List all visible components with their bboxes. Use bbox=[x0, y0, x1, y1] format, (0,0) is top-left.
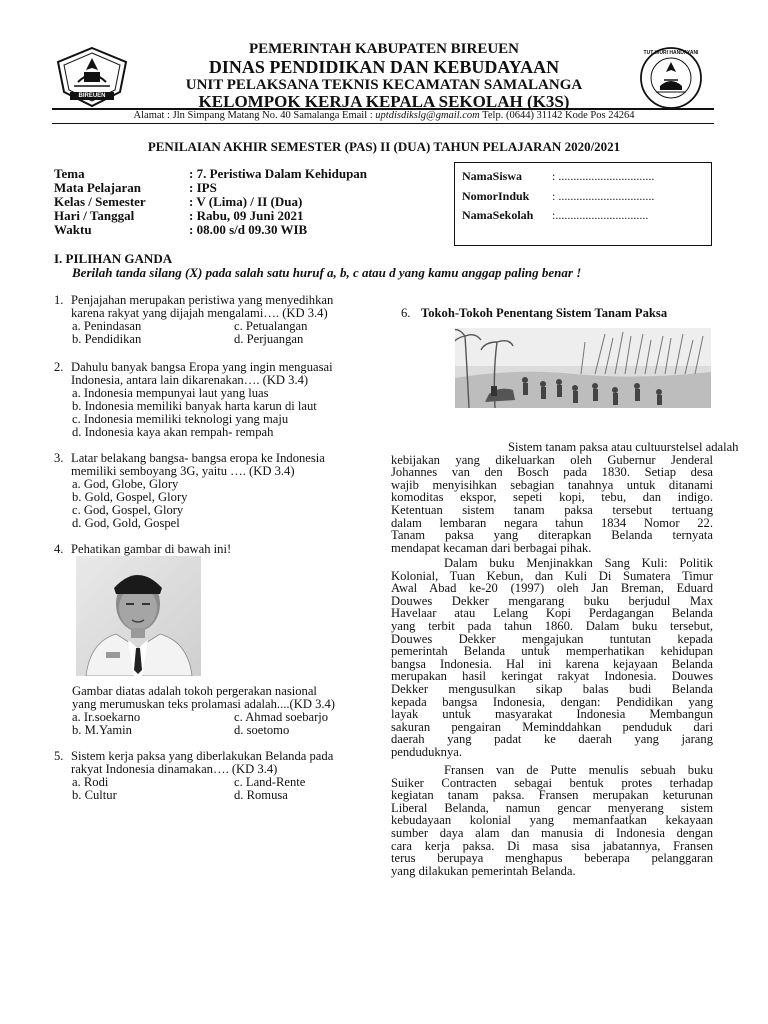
q4-text-line-2: yang merumuskan teks prolamasi adalah....(KD 3.4) bbox=[72, 697, 335, 711]
q6-p2-line: Kolonial, Tuan Kebun, dan Kuli Di Sumatera Timur bbox=[391, 568, 713, 583]
q6-number: 6. bbox=[401, 306, 411, 320]
q4-number: 4. bbox=[54, 542, 64, 556]
info-value-hari: : Rabu, 09 Juni 2021 bbox=[189, 208, 304, 223]
q2-text-line-1: Dahulu banyak bangsa Eropa yang ingin menguasai bbox=[71, 360, 333, 374]
address-email[interactable]: uptdisdikslg@gmail.com bbox=[375, 110, 480, 121]
q3-option-b[interactable]: b. Gold, Gospel, Glory bbox=[72, 490, 188, 504]
q6-p2-line: kepada bangsa Indonesia, dengan: Pendidikan yang bbox=[391, 694, 713, 709]
q6-p3-line: kegiatan tanam paksa. Fransen merupakan keturunan bbox=[391, 788, 713, 803]
q6-p2-line: Douwes Dekker mengajukan tuntutan kepada bbox=[391, 631, 713, 646]
q6-p3-line: Liberal Belanda, namun gencar menyerang sistem bbox=[391, 800, 713, 815]
logo-right-label: TUT WURI HANDAYANI bbox=[643, 50, 699, 56]
q6-p2-line: yang terbit pada tahun 1860. Dalam buku tersebut, bbox=[391, 618, 713, 633]
q6-p3-line: terus berupaya menghapus beberapa pelanggaran bbox=[391, 851, 713, 866]
q5-option-a[interactable]: a. Rodi bbox=[72, 775, 109, 789]
letterhead-rule-bottom bbox=[52, 123, 714, 124]
q1-option-b[interactable]: b. Pendidikan bbox=[72, 332, 142, 346]
q2-option-c[interactable]: c. Indonesia memiliki teknologi yang maju bbox=[72, 412, 289, 426]
letterhead-line-3: UNIT PELAKSANA TEKNIS KECAMATAN SAMALANGA bbox=[185, 77, 583, 93]
q6-p1-line: wajib menyisihkan sebagian tanahnya untuk ditanami bbox=[391, 477, 713, 492]
q4-option-a[interactable]: a. Ir.soekarno bbox=[72, 710, 141, 724]
q6-p1-line: Tanam paksa yang diterapkan Belanda ternyata bbox=[391, 528, 713, 543]
info-value-kelas: : V (Lima) / II (Dua) bbox=[189, 194, 303, 209]
q6-p2-line: Awal Abad ke-20 (1997) oleh Jan Breman, Eduard bbox=[391, 581, 713, 596]
q6-p1-line: kebijakan yang dikeluarkan oleh Gubernur Jenderal bbox=[391, 452, 713, 467]
q5-text-line-1: Sistem kerja paksa yang diberlakukan Belanda pada bbox=[71, 749, 334, 763]
school-name-field[interactable]: :............................... bbox=[552, 208, 649, 222]
q4-prompt: Pehatikan gambar di bawah ini! bbox=[71, 542, 232, 556]
q6-p1-line: Johannes van den Bosch pada 1830. Setiap desa bbox=[391, 465, 713, 480]
q6-p3-line: Suiker Contracten sebagai bentuk protes terhadap bbox=[391, 775, 713, 790]
q6-p3-line: kebudayaan kolonial yang memanfaatkan kekayaan bbox=[391, 813, 713, 828]
q3-text-line-2: memiliki semboyang 3G, yaitu …. (KD 3.4) bbox=[71, 464, 295, 478]
q6-p3-line: yang dilakukan pemerintah Belanda. bbox=[391, 863, 576, 878]
q2-option-b[interactable]: b. Indonesia memiliki banyak harta karun di laut bbox=[72, 399, 317, 413]
q6-paragraph-2 bbox=[391, 557, 713, 759]
student-number-field[interactable]: : ................................ bbox=[552, 189, 655, 203]
info-label-mapel: Mata Pelajaran bbox=[54, 180, 142, 195]
q2-option-d[interactable]: d. Indonesia kaya akan rempah- rempah bbox=[72, 425, 274, 439]
school-name-label: NamaSekolah bbox=[462, 208, 534, 222]
q6-p2-line: sakuran pengairan Meminddahkan penduduk dari bbox=[391, 719, 713, 734]
q5-option-d[interactable]: d. Romusa bbox=[234, 788, 288, 802]
soekarno-portrait-photo bbox=[76, 556, 201, 676]
letterhead-line-4: KELOMPOK KERJA KEPALA SEKOLAH (K3S) bbox=[198, 92, 570, 111]
section-instruction: Berilah tanda silang (X) pada salah satu huruf a, b, c atau d yang kamu anggap paling benar ! bbox=[72, 265, 582, 280]
q5-option-b[interactable]: b. Cultur bbox=[72, 788, 117, 802]
q6-p2-line: Havelaar atau Lelang Kopi Perdagangan Belanda bbox=[391, 606, 713, 621]
q6-paragraph-3 bbox=[391, 764, 713, 877]
q6-p2-line: layak untuk masyarakat Indonesia Membangun bbox=[391, 707, 713, 722]
logo-left-label: BIREUEN bbox=[78, 93, 106, 99]
q6-p2-line: merupakan hasil keringat rakyat Indonesia. Douwes bbox=[391, 669, 713, 684]
q6-p2-line: daerah yang padat ke daerah yang jarang bbox=[391, 732, 713, 747]
student-name-field[interactable]: : ................................ bbox=[552, 169, 655, 183]
q6-p3-line: Fransen van de Putte menulis sebuah buku bbox=[444, 763, 713, 777]
q6-p2-line: Douwes Dekker mengarang buku berjudul Max bbox=[391, 593, 713, 608]
info-value-tema: : 7. Peristiwa Dalam Kehidupan bbox=[189, 166, 368, 181]
q6-p1-line: dalam lembaran negara tahun 1834 Nomor 22. bbox=[391, 515, 713, 530]
letterhead-line-1: PEMERINTAH KABUPATEN BIREUEN bbox=[248, 41, 520, 57]
student-name-label: NamaSiswa bbox=[462, 169, 523, 183]
q4-option-c[interactable]: c. Ahmad soebarjo bbox=[234, 710, 329, 724]
q6-p1-line: Sistem tanam paksa atau cultuurstelsel adalah bbox=[508, 440, 739, 454]
info-value-mapel: : IPS bbox=[189, 180, 217, 195]
letterhead-address bbox=[0, 110, 768, 121]
q6-p1-line: mendapat kecaman dari berbagai pihak. bbox=[391, 540, 592, 555]
info-label-hari: Hari / Tanggal bbox=[54, 208, 135, 223]
q6-p3-line: cara kerja paksa. Di masa sisa jabatannya, Fransen bbox=[391, 838, 713, 853]
q5-number: 5. bbox=[54, 749, 64, 763]
q1-number: 1. bbox=[54, 293, 64, 307]
q3-option-a[interactable]: a. God, Globe, Glory bbox=[72, 477, 179, 491]
q6-paragraph-1 bbox=[391, 440, 739, 555]
q3-option-c[interactable]: c. God, Gospel, Glory bbox=[72, 503, 184, 517]
letterhead-line-2: DINAS PENDIDIKAN DAN KEBUDAYAAN bbox=[208, 57, 560, 77]
info-value-waktu: : 08.00 s/d 09.30 WIB bbox=[189, 222, 308, 237]
q2-text-line-2: Indonesia, antara lain dikarenakan…. (KD 3.4) bbox=[71, 373, 309, 387]
q6-p2-line: Dekker mengusulkan sikap balas budi Belanda bbox=[391, 681, 713, 696]
info-label-tema: Tema bbox=[54, 166, 85, 181]
q3-option-d[interactable]: d. God, Gold, Gospel bbox=[72, 516, 180, 530]
q6-p2-line: penduduknya. bbox=[391, 744, 462, 759]
q6-p2-line: Dalam buku Menjinakkan Sang Kuli: Politik bbox=[444, 556, 713, 570]
q2-number: 2. bbox=[54, 360, 64, 374]
q6-p3-line: sumber daya alam dan manusia di Indonesia dengan bbox=[391, 825, 713, 840]
q6-p1-line: Ketentuan sistem tanam paksa tersebut tertuang bbox=[391, 502, 713, 517]
q1-option-c[interactable]: c. Petualangan bbox=[234, 319, 308, 333]
q6-p1-line: komoditas ekspor, sepeti kopi, tebu, dan indigo. bbox=[391, 490, 713, 505]
q4-option-b[interactable]: b. M.Yamin bbox=[72, 723, 132, 737]
q6-p2-line: bangsa Indonesia. Hal ini karena kejayaan Belanda bbox=[391, 656, 713, 671]
section-title: I. PILIHAN GANDA bbox=[54, 251, 173, 266]
q1-text-line-1: Penjajahan merupakan peristiwa yang menyedihkan bbox=[71, 293, 334, 307]
address-text: Alamat : Jln Simpang Matang No. 40 Samalanga Email : bbox=[133, 110, 376, 121]
info-label-kelas: Kelas / Semester bbox=[54, 194, 146, 209]
address-contact: Telp. (0644) 31142 Kode Pos 24264 bbox=[479, 110, 635, 121]
q6-title: Tokoh-Tokoh Penentang Sistem Tanam Paksa bbox=[421, 306, 668, 320]
info-label-waktu: Waktu bbox=[54, 222, 92, 237]
q4-text-line-1: Gambar diatas adalah tokoh pergerakan nasional bbox=[72, 684, 317, 698]
q2-option-a[interactable]: a. Indonesia mempunyai laut yang luas bbox=[72, 386, 269, 400]
exam-title: PENILAIAN AKHIR SEMESTER (PAS) II (DUA) TAHUN PELAJARAN 2020/2021 bbox=[147, 139, 621, 154]
forced-cultivation-illustration bbox=[455, 328, 711, 408]
q3-text-line-1: Latar belakang bangsa- bangsa eropa ke Indonesia bbox=[71, 451, 325, 465]
student-number-label: NomorInduk bbox=[462, 189, 530, 203]
q4-option-d[interactable]: d. soetomo bbox=[234, 723, 290, 737]
q6-p2-line: pemerintah Belanda untuk memperhatikan kehidupan bbox=[391, 644, 713, 659]
q3-number: 3. bbox=[54, 451, 64, 465]
q1-option-a[interactable]: a. Penindasan bbox=[72, 319, 142, 333]
q5-text-line-2: rakyat Indonesia dinamakan…. (KD 3.4) bbox=[71, 762, 278, 776]
q1-text-line-2: karena rakyat yang dijajah mengalami…. (KD 3.4) bbox=[71, 306, 328, 320]
q5-option-c[interactable]: c. Land-Rente bbox=[234, 775, 306, 789]
q1-option-d[interactable]: d. Perjuangan bbox=[234, 332, 304, 346]
